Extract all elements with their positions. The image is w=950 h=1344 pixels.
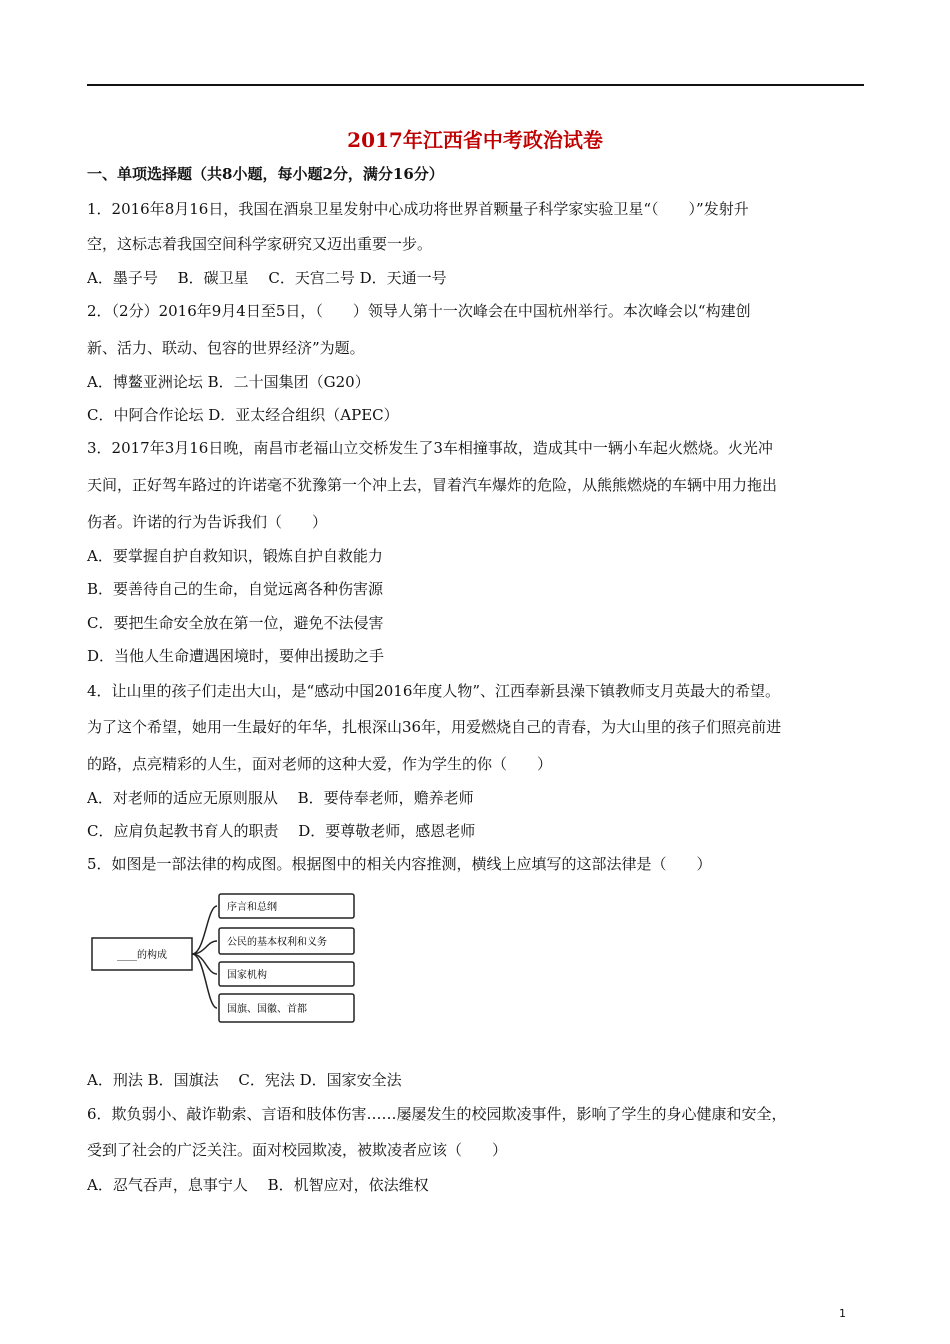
header-rule	[87, 84, 864, 86]
diagram-box-3-label: 国家机构	[227, 970, 267, 981]
q2-line-2: 新、活力、联动、包容的世界经济”为题。	[87, 339, 365, 357]
page-number: 1	[839, 1307, 846, 1320]
diagram-bracket-3	[192, 954, 217, 974]
law-structure-diagram	[87, 886, 362, 1031]
q1-line-1: 1．2016年8月16日，我国在酒泉卫星发射中心成功将世界首颗量子科学家实验卫星“（ ）”发射升	[87, 200, 749, 218]
q5-options: A．刑法 B．国旗法 C．宪法 D．国家安全法	[87, 1071, 402, 1089]
q3-option-d: D．当他人生命遭遇困境时，要伸出援助之手	[87, 647, 385, 665]
q6-line-2: 受到了社会的广泛关注。面对校园欺凌，被欺凌者应该（ ）	[87, 1141, 508, 1159]
q3-line-1: 3．2017年3月16日晚，南昌市老福山立交桥发生了3车相撞事故，造成其中一辆小车起火燃烧。火光冲	[87, 439, 773, 457]
page-title: 2017年江西省中考政治试卷	[347, 128, 603, 152]
q1-line-2: 空，这标志着我国空间科学家研究又迈出重要一步。	[87, 235, 433, 253]
q3-option-a: A．要掌握自护自救知识，锻炼自护自救能力	[87, 547, 383, 565]
q3-line-2: 天间，正好驾车路过的许诺毫不犹豫第一个冲上去，冒着汽车爆炸的危险，从熊熊燃烧的车辆中用力拖出	[87, 476, 778, 494]
q4-line-3: 的路，点亮精彩的人生，面对老师的这种大爱，作为学生的你（ ）	[87, 755, 553, 773]
q6-options-ab: A．忍气吞声，息事宁人 B．机智应对，依法维权	[87, 1176, 429, 1194]
diagram-box-4-label: 国旗、国徽、首都	[227, 1004, 307, 1015]
q2-options-cd: C．中阿合作论坛 D．亚太经合组织（APEC）	[87, 406, 399, 424]
q4-line-2: 为了这个希望，她用一生最好的年华，扎根深山36年，用爱燃烧自己的青春，为大山里的孩子们照亮前进	[87, 718, 782, 736]
q3-line-3: 伤者。许诺的行为告诉我们（ ）	[87, 513, 328, 531]
q6-line-1: 6．欺负弱小、敲诈勒索、言语和肢体伤害……屡屡发生的校园欺凌事件，影响了学生的身心健康和安全，	[87, 1105, 787, 1123]
diagram-left-label: ____的构成	[117, 950, 167, 961]
q4-line-1: 4．让山里的孩子们走出大山，是“感动中国2016年度人物”、江西奉新县澡下镇教师支月英最大的希望。	[87, 682, 781, 700]
q3-option-b: B．要善待自己的生命，自觉远离各种伤害源	[87, 580, 384, 598]
diagram-box-2-label: 公民的基本权利和义务	[227, 937, 327, 948]
q4-options-cd: C．应肩负起教书育人的职责 D．要尊敬老师，感恩老师	[87, 822, 476, 840]
q3-option-c: C．要把生命安全放在第一位，避免不法侵害	[87, 614, 384, 632]
diagram-box-1-label: 序言和总纲	[227, 902, 277, 913]
q1-options: A．墨子号 B．碳卫星 C．天宫二号 D．天通一号	[87, 269, 447, 287]
q4-options-ab: A．对老师的适应无原则服从 B．要侍奉老师，赡养老师	[87, 789, 474, 807]
diagram-bracket-1	[192, 906, 217, 954]
q2-options-ab: A．博鳌亚洲论坛 B．二十国集团（G20）	[87, 373, 370, 391]
q2-line-1: 2．（2分）2016年9月4日至5日，（ ）领导人第十一次峰会在中国杭州举行。本次峰会以“构建创	[87, 302, 751, 320]
section-heading: 一、单项选择题（共8小题，每小题2分，满分16分）	[87, 165, 444, 183]
q5-line-1: 5．如图是一部法律的构成图。根据图中的相关内容推测，横线上应填写的这部法律是（ ）	[87, 855, 712, 873]
